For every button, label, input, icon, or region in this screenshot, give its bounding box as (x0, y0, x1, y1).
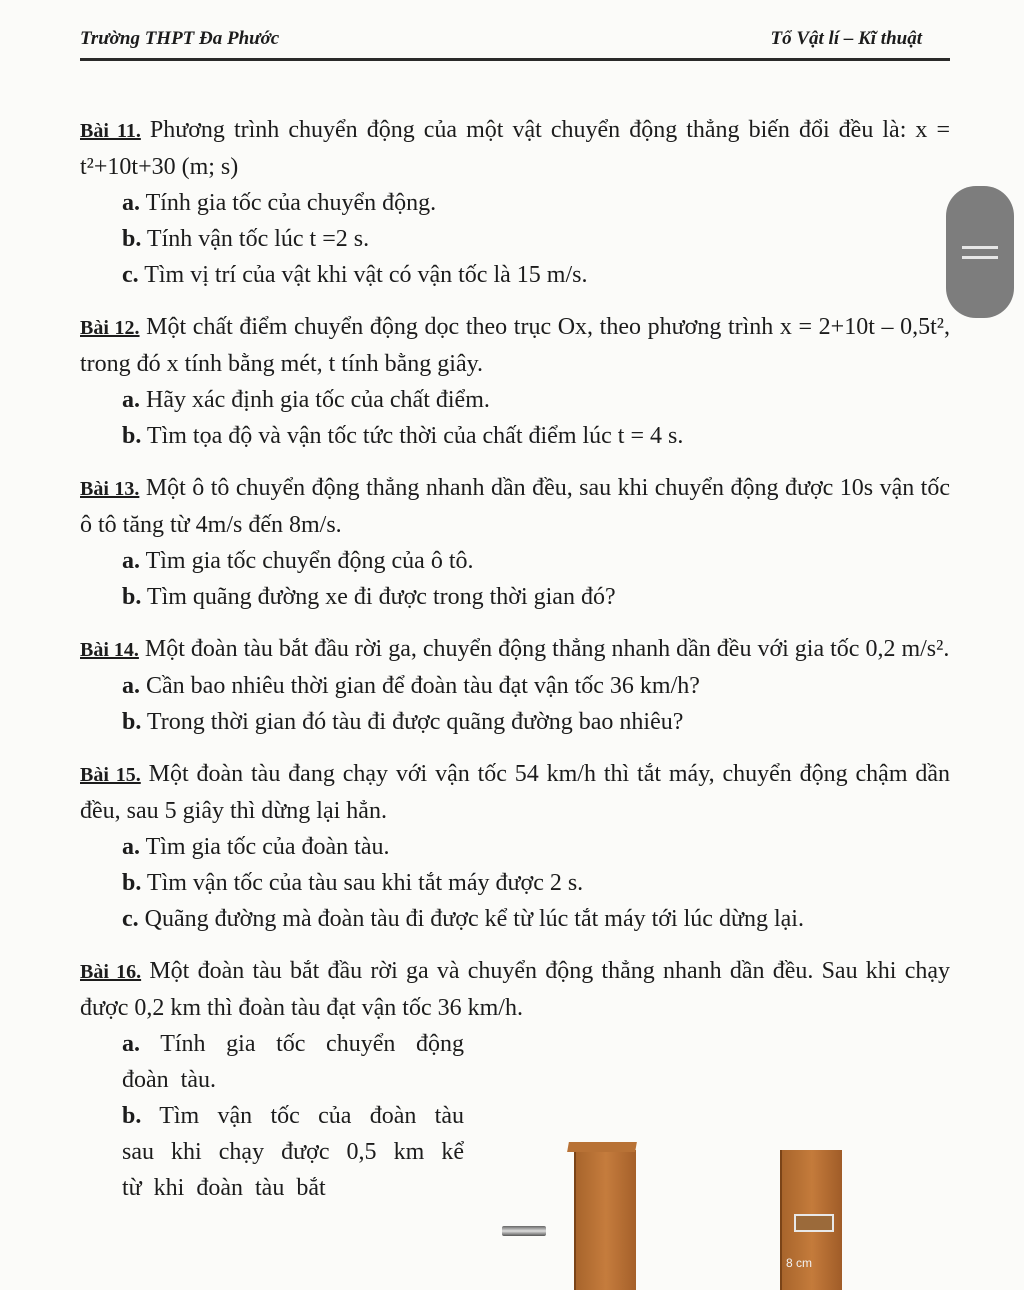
sub-question-label: a. (122, 1031, 140, 1057)
latch-mounted-icon (794, 1214, 834, 1232)
sub-question (80, 185, 950, 221)
problem-statement (80, 756, 950, 829)
sub-question-label: c. (122, 262, 139, 288)
sub-question (80, 543, 950, 579)
latch-bolt-icon (502, 1226, 546, 1236)
problem-label: Bài 11. (80, 120, 141, 142)
grip-line (962, 256, 998, 259)
sub-question-label: a. (122, 834, 140, 860)
department-name: Tổ Vật lí – Kĩ thuật (770, 28, 922, 49)
document-body (80, 112, 950, 1222)
sub-question (80, 901, 950, 937)
sub-question (80, 257, 950, 293)
sub-question-label: a. (122, 387, 140, 413)
sub-question (80, 418, 950, 454)
problem-statement (80, 470, 950, 543)
sub-question-label: b. (122, 423, 142, 449)
problem-text: Phương trình chuyển động của một vật chuyển động thẳng biến đổi đều là: x = t²+10t+30 (m; s) (80, 117, 950, 180)
problem-statement (80, 953, 950, 1026)
problem-16-questions (80, 1026, 464, 1206)
sub-question (80, 865, 950, 901)
sub-question-text: Tìm tọa độ và vận tốc tức thời của chất điểm lúc t = 4 s. (141, 423, 684, 449)
problem-13 (80, 470, 950, 615)
problem-label: Bài 15. (80, 764, 141, 786)
sub-question-text: Tìm quãng đường xe đi được trong thời gian đó? (141, 584, 616, 610)
sub-question (80, 579, 950, 615)
problem-15 (80, 756, 950, 937)
problem-label: Bài 13. (80, 478, 140, 500)
page-header (80, 22, 950, 61)
sub-question-label: b. (122, 1103, 142, 1129)
sub-question-text: Tìm vận tốc của tàu sau khi tắt máy được 2 s. (141, 870, 584, 896)
sub-question-text: Tìm vận tốc của đoàn tàu sau khi chạy được 0,5 km kể từ khi đoàn tàu bắt (122, 1103, 464, 1201)
sub-question-text: Tìm gia tốc của đoàn tàu. (140, 834, 390, 860)
problem-text: Một đoàn tàu bắt đầu rời ga, chuyển động thẳng nhanh dần đều với gia tốc 0,2 m/s². (138, 636, 950, 662)
problem-12 (80, 309, 950, 454)
sub-question (80, 704, 950, 740)
door-panel-left (574, 1150, 636, 1290)
sub-question-label: b. (122, 584, 142, 610)
problem-11 (80, 112, 950, 293)
problem-label: Bài 14. (80, 639, 139, 661)
sub-question-label: b. (122, 709, 142, 735)
door-latch-illustration (490, 1140, 890, 1280)
problem-label: Bài 16. (80, 961, 142, 983)
sub-question-text: Quãng đường mà đoàn tàu đi được kể từ lúc tắt máy tới lúc dừng lại. (138, 906, 804, 932)
sub-question-text: Cần bao nhiêu thời gian để đoàn tàu đạt vận tốc 36 km/h? (140, 673, 700, 699)
sub-question-text: Tìm vị trí của vật khi vật có vận tốc là 15 m/s. (138, 262, 588, 288)
sub-question-text: Tìm gia tốc chuyển động của ô tô. (140, 548, 474, 574)
problem-text: Một ô tô chuyển động thẳng nhanh dần đều, sau khi chuyển động được 10s vận tốc ô tô tăng từ 4m/s đến 8m/s. (80, 475, 950, 538)
sub-question (80, 221, 950, 257)
scroll-handle-icon[interactable] (946, 186, 1014, 318)
problem-14 (80, 631, 950, 740)
sub-question-label: b. (122, 870, 142, 896)
sub-question (80, 1098, 464, 1206)
problem-statement (80, 112, 950, 185)
sub-question-label: a. (122, 673, 140, 699)
problem-statement (80, 631, 950, 668)
sub-question-text: Tính gia tốc của chuyển động. (140, 190, 437, 216)
sub-question (80, 829, 950, 865)
sub-question-label: b. (122, 226, 142, 252)
measure-label: 8 cm (786, 1256, 813, 1270)
problem-label: Bài 12. (80, 317, 140, 339)
sub-question-label: a. (122, 548, 140, 574)
grip-line (962, 246, 998, 249)
sub-question (80, 382, 950, 418)
school-name: Trường THPT Đa Phước (80, 28, 280, 49)
sub-question (80, 1026, 464, 1098)
sub-question-label: c. (122, 906, 139, 932)
sub-question-text: Tính gia tốc chuyển động đoàn tàu. (122, 1031, 464, 1093)
problem-text: Một đoàn tàu đang chạy với vận tốc 54 km/h thì tắt máy, chuyển động chậm dần đều, sau 5 giây thì dừng lại hẳn. (80, 761, 950, 824)
sub-question-text: Hãy xác định gia tốc của chất điểm. (140, 387, 490, 413)
sub-question (80, 668, 950, 704)
problem-text: Một chất điểm chuyển động dọc theo trục Ox, theo phương trình x = 2+10t – 0,5t², trong đó x tính bằng mét, t tính bằng giây. (80, 314, 950, 377)
sub-question-label: a. (122, 190, 140, 216)
sub-question-text: Trong thời gian đó tàu đi được quãng đường bao nhiêu? (141, 709, 684, 735)
sub-question-text: Tính vận tốc lúc t =2 s. (141, 226, 370, 252)
problem-text: Một đoàn tàu bắt đầu rời ga và chuyển động thẳng nhanh dần đều. Sau khi chạy được 0,2 km thì đoàn tàu đạt vận tốc 36 km/h. (80, 958, 950, 1021)
problem-statement (80, 309, 950, 382)
